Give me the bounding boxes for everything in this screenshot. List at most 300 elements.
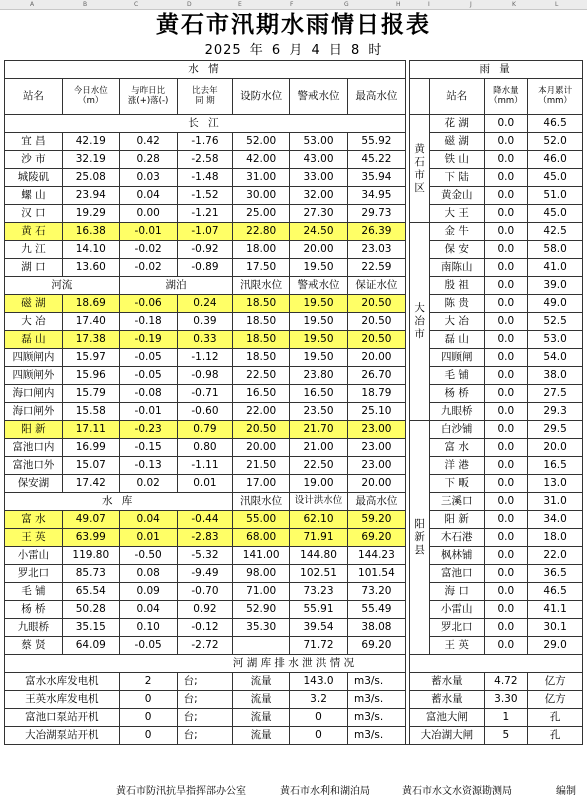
table-row bbox=[5, 457, 583, 475]
max-level: 23.00 bbox=[347, 421, 405, 439]
rain-amount: 0.0 bbox=[484, 331, 528, 349]
table-row bbox=[5, 511, 583, 529]
table-row bbox=[5, 709, 583, 727]
max-level: 73.20 bbox=[347, 583, 405, 601]
max-level: 55.92 bbox=[347, 133, 405, 151]
discharge-unit: 台; bbox=[177, 709, 233, 727]
warning-level: 71.91 bbox=[290, 529, 348, 547]
col-warning: 警戒水位 bbox=[290, 277, 348, 295]
rain-month-total: 38.0 bbox=[528, 367, 583, 385]
discharge-right-value: 3.30 bbox=[484, 691, 528, 709]
rain-amount: 0.0 bbox=[484, 583, 528, 601]
rain-amount: 0.0 bbox=[484, 619, 528, 637]
max-level: 38.08 bbox=[347, 619, 405, 637]
flood-level: 22.00 bbox=[233, 403, 290, 421]
discharge-right-label: 蓄水量 bbox=[410, 673, 484, 691]
rain-month-total: 52.0 bbox=[528, 133, 583, 151]
column-letter: L bbox=[555, 1, 559, 8]
column-letter: H bbox=[396, 1, 401, 8]
rain-amount: 0.0 bbox=[484, 151, 528, 169]
section-river: 河流 bbox=[5, 277, 120, 295]
discharge-right-label: 大冶湖大闸 bbox=[410, 727, 484, 745]
warning-level: 43.00 bbox=[290, 151, 348, 169]
rain-amount: 0.0 bbox=[484, 295, 528, 313]
table-row bbox=[5, 655, 583, 673]
warning-level: 19.50 bbox=[290, 295, 348, 313]
warning-level: 23.80 bbox=[290, 367, 348, 385]
table-row bbox=[5, 115, 583, 133]
flood-level: 17.00 bbox=[233, 475, 290, 493]
station-name: 海口闸外 bbox=[5, 403, 63, 421]
col-flood-limit: 汛限水位 bbox=[233, 277, 290, 295]
col-design-flood: 设计洪水位 bbox=[290, 493, 348, 511]
vs-last-year: -1.52 bbox=[177, 187, 233, 205]
water-col-warn: 警戒水位 bbox=[290, 79, 348, 115]
rain-amount: 0.0 bbox=[484, 493, 528, 511]
rain-month-total: 41.1 bbox=[528, 601, 583, 619]
flood-level: 31.00 bbox=[233, 169, 290, 187]
rain-amount: 0.0 bbox=[484, 511, 528, 529]
vs-last-year: -0.71 bbox=[177, 385, 233, 403]
rain-station: 白沙铺 bbox=[429, 421, 484, 439]
daily-change: -0.05 bbox=[119, 367, 177, 385]
rain-month-total: 29.5 bbox=[528, 421, 583, 439]
max-level: 23.03 bbox=[347, 241, 405, 259]
report-date: 2025 年 6 月 4 日 8 时 bbox=[204, 43, 383, 58]
max-level: 29.73 bbox=[347, 205, 405, 223]
max-level: 20.50 bbox=[347, 313, 405, 331]
rain-station: 木石港 bbox=[429, 529, 484, 547]
max-level: 101.54 bbox=[347, 565, 405, 583]
footer-edit: 编制 bbox=[556, 786, 576, 797]
table-row bbox=[5, 727, 583, 745]
table-row bbox=[5, 367, 583, 385]
rain-amount: 0.0 bbox=[484, 457, 528, 475]
table-row bbox=[5, 601, 583, 619]
today-level: 14.10 bbox=[62, 241, 119, 259]
warning-level: 20.00 bbox=[290, 241, 348, 259]
daily-change: 0.03 bbox=[119, 169, 177, 187]
rain-station: 四顾闸 bbox=[429, 349, 484, 367]
today-level: 15.79 bbox=[62, 385, 119, 403]
column-letter: F bbox=[290, 1, 294, 8]
daily-change: -0.15 bbox=[119, 439, 177, 457]
rain-station: 陈 贵 bbox=[429, 295, 484, 313]
rain-month-total: 45.0 bbox=[528, 205, 583, 223]
table-row bbox=[5, 133, 583, 151]
today-level: 119.80 bbox=[62, 547, 119, 565]
rain-amount: 0.0 bbox=[484, 421, 528, 439]
flood-level: 52.00 bbox=[233, 133, 290, 151]
discharge-count: 2 bbox=[119, 673, 177, 691]
rain-amount: 0.0 bbox=[484, 529, 528, 547]
rain-amount: 0.0 bbox=[484, 223, 528, 241]
flood-level: 55.00 bbox=[233, 511, 290, 529]
rain-amount: 0.0 bbox=[484, 637, 528, 655]
rain-amount: 0.0 bbox=[484, 367, 528, 385]
column-letter: J bbox=[470, 1, 472, 8]
warning-level: 53.00 bbox=[290, 133, 348, 151]
vs-last-year: -0.44 bbox=[177, 511, 233, 529]
table-row bbox=[5, 637, 583, 655]
column-letter: K bbox=[512, 1, 516, 8]
today-level: 15.97 bbox=[62, 349, 119, 367]
daily-change: -0.01 bbox=[119, 403, 177, 421]
col-guarantee: 保证水位 bbox=[347, 277, 405, 295]
table-row bbox=[5, 187, 583, 205]
table-row bbox=[5, 241, 583, 259]
today-level: 16.38 bbox=[62, 223, 119, 241]
rain-station: 南陈山 bbox=[429, 259, 484, 277]
station-name: 罗北口 bbox=[5, 565, 63, 583]
daily-change: -0.50 bbox=[119, 547, 177, 565]
rain-amount: 0.0 bbox=[484, 277, 528, 295]
today-level: 19.29 bbox=[62, 205, 119, 223]
warning-level: 21.70 bbox=[290, 421, 348, 439]
table-row bbox=[5, 493, 583, 511]
vs-last-year: 0.80 bbox=[177, 439, 233, 457]
rain-month-total: 39.0 bbox=[528, 277, 583, 295]
flood-level: 16.50 bbox=[233, 385, 290, 403]
flood-level: 30.00 bbox=[233, 187, 290, 205]
rain-month-total: 51.0 bbox=[528, 187, 583, 205]
discharge-right-unit: 亿方 bbox=[528, 673, 583, 691]
rain-station: 毛 铺 bbox=[429, 367, 484, 385]
vs-last-year: -0.12 bbox=[177, 619, 233, 637]
rain-col-month: 本月累计 （mm） bbox=[528, 79, 583, 115]
table-row bbox=[5, 691, 583, 709]
station-name: 宜 昌 bbox=[5, 133, 63, 151]
max-level: 20.50 bbox=[347, 295, 405, 313]
rain-amount: 0.0 bbox=[484, 439, 528, 457]
rain-month-total: 22.0 bbox=[528, 547, 583, 565]
rain-station: 九眼桥 bbox=[429, 403, 484, 421]
water-col-today: 今日水位 （m） bbox=[62, 79, 119, 115]
station-name: 四顾闸外 bbox=[5, 367, 63, 385]
vs-last-year: 0.39 bbox=[177, 313, 233, 331]
table-row bbox=[5, 277, 583, 295]
discharge-flow-label: 流量 bbox=[233, 709, 290, 727]
warning-level: 19.00 bbox=[290, 475, 348, 493]
discharge-right-label: 富池大闸 bbox=[410, 709, 484, 727]
station-name: 毛 铺 bbox=[5, 583, 63, 601]
warning-level: 33.00 bbox=[290, 169, 348, 187]
rain-amount: 0.0 bbox=[484, 475, 528, 493]
water-col-station: 站名 bbox=[5, 79, 63, 115]
daily-change: -0.02 bbox=[119, 241, 177, 259]
warning-level: 24.50 bbox=[290, 223, 348, 241]
rain-month-total: 46.5 bbox=[528, 115, 583, 133]
rain-month-total: 31.0 bbox=[528, 493, 583, 511]
station-name: 城陵矶 bbox=[5, 169, 63, 187]
rain-amount: 0.0 bbox=[484, 313, 528, 331]
station-name: 杨 桥 bbox=[5, 601, 63, 619]
max-level: 23.00 bbox=[347, 439, 405, 457]
discharge-flow-unit: m3/s. bbox=[347, 673, 409, 691]
table-row bbox=[5, 205, 583, 223]
vs-last-year: 0.92 bbox=[177, 601, 233, 619]
rain-station: 保 安 bbox=[429, 241, 484, 259]
report-title: 黄石市汛期水雨情日报表 bbox=[156, 12, 431, 38]
col-max-level: 最高水位 bbox=[347, 493, 405, 511]
rain-station: 下 陆 bbox=[429, 169, 484, 187]
today-level: 50.28 bbox=[62, 601, 119, 619]
today-level: 17.38 bbox=[62, 331, 119, 349]
station-name: 阳 新 bbox=[5, 421, 63, 439]
rain-station: 海 口 bbox=[429, 583, 484, 601]
max-level: 23.00 bbox=[347, 457, 405, 475]
max-level: 26.70 bbox=[347, 367, 405, 385]
discharge-flow: 143.0 bbox=[290, 673, 348, 691]
vs-last-year: -9.49 bbox=[177, 565, 233, 583]
rain-month-total: 49.0 bbox=[528, 295, 583, 313]
table-row bbox=[5, 349, 583, 367]
warning-level: 39.54 bbox=[290, 619, 348, 637]
flood-level: 141.00 bbox=[233, 547, 290, 565]
rain-month-total: 29.3 bbox=[528, 403, 583, 421]
vs-last-year: 0.79 bbox=[177, 421, 233, 439]
station-name: 螺 山 bbox=[5, 187, 63, 205]
today-level: 32.19 bbox=[62, 151, 119, 169]
rain-col-group bbox=[410, 79, 430, 115]
table-row bbox=[5, 313, 583, 331]
rain-station: 富池口 bbox=[429, 565, 484, 583]
discharge-unit: 台; bbox=[177, 691, 233, 709]
discharge-flow-unit: m3/s. bbox=[347, 727, 409, 745]
rain-amount: 0.0 bbox=[484, 349, 528, 367]
discharge-count: 0 bbox=[119, 709, 177, 727]
station-name: 大 冶 bbox=[5, 313, 63, 331]
daily-change: 0.28 bbox=[119, 151, 177, 169]
station-name: 富 水 bbox=[5, 511, 63, 529]
daily-change: -0.05 bbox=[119, 637, 177, 655]
table-row bbox=[5, 223, 583, 241]
max-level: 144.23 bbox=[347, 547, 405, 565]
rain-month-total: 18.0 bbox=[528, 529, 583, 547]
station-name: 汉 口 bbox=[5, 205, 63, 223]
rain-amount: 0.0 bbox=[484, 565, 528, 583]
column-letter: A bbox=[30, 1, 35, 8]
max-level: 34.95 bbox=[347, 187, 405, 205]
station-name: 王 英 bbox=[5, 529, 63, 547]
warning-level: 55.91 bbox=[290, 601, 348, 619]
rain-station: 小雷山 bbox=[429, 601, 484, 619]
max-level: 20.00 bbox=[347, 349, 405, 367]
flood-level: 17.50 bbox=[233, 259, 290, 277]
flood-level: 18.50 bbox=[233, 331, 290, 349]
warning-level: 19.50 bbox=[290, 259, 348, 277]
station-name: 磁 湖 bbox=[5, 295, 63, 313]
discharge-flow: 0 bbox=[290, 727, 348, 745]
vs-last-year: -0.98 bbox=[177, 367, 233, 385]
today-level: 35.15 bbox=[62, 619, 119, 637]
warning-level: 23.50 bbox=[290, 403, 348, 421]
rain-station: 殷 祖 bbox=[429, 277, 484, 295]
discharge-right-value: 5 bbox=[484, 727, 528, 745]
footer-org-1: 黄石市防汛抗旱指挥部办公室 bbox=[116, 786, 246, 797]
footer-org-3: 黄石市水文水资源勘测局 bbox=[402, 786, 512, 797]
vs-last-year: -0.89 bbox=[177, 259, 233, 277]
flood-level: 18.00 bbox=[233, 241, 290, 259]
today-level: 23.94 bbox=[62, 187, 119, 205]
flood-level: 25.00 bbox=[233, 205, 290, 223]
rain-month-total: 36.5 bbox=[528, 565, 583, 583]
rain-month-total: 34.0 bbox=[528, 511, 583, 529]
vs-last-year: -1.76 bbox=[177, 133, 233, 151]
rain-month-total: 54.0 bbox=[528, 349, 583, 367]
max-level: 59.20 bbox=[347, 511, 405, 529]
daily-change: -0.02 bbox=[119, 259, 177, 277]
table-row bbox=[5, 295, 583, 313]
daily-change: 0.08 bbox=[119, 565, 177, 583]
max-level: 20.50 bbox=[347, 331, 405, 349]
rain-col-station: 站名 bbox=[429, 79, 484, 115]
discharge-flow-label: 流量 bbox=[233, 727, 290, 745]
col-flood-limit: 汛限水位 bbox=[233, 493, 290, 511]
daily-change: -0.23 bbox=[119, 421, 177, 439]
column-letter: D bbox=[187, 1, 192, 8]
discharge-unit: 台; bbox=[177, 727, 233, 745]
vs-last-year: -2.72 bbox=[177, 637, 233, 655]
rain-station: 铁 山 bbox=[429, 151, 484, 169]
today-level: 15.96 bbox=[62, 367, 119, 385]
discharge-right-label: 蓄水量 bbox=[410, 691, 484, 709]
warning-level: 32.00 bbox=[290, 187, 348, 205]
today-level: 49.07 bbox=[62, 511, 119, 529]
daily-change: -0.13 bbox=[119, 457, 177, 475]
max-level: 20.00 bbox=[347, 475, 405, 493]
vs-last-year: 0.33 bbox=[177, 331, 233, 349]
rain-amount: 0.0 bbox=[484, 601, 528, 619]
section-lake: 湖泊 bbox=[119, 277, 233, 295]
rain-station: 磊 山 bbox=[429, 331, 484, 349]
discharge-item: 王英水库发电机 bbox=[5, 691, 120, 709]
flood-level: 21.50 bbox=[233, 457, 290, 475]
water-col-flood: 设防水位 bbox=[233, 79, 290, 115]
today-level: 17.42 bbox=[62, 475, 119, 493]
flood-level: 20.50 bbox=[233, 421, 290, 439]
station-name: 富池口内 bbox=[5, 439, 63, 457]
footer-org-2: 黄石市水利和湖泊局 bbox=[280, 786, 370, 797]
max-level: 35.94 bbox=[347, 169, 405, 187]
rain-month-total: 29.0 bbox=[528, 637, 583, 655]
today-level: 25.08 bbox=[62, 169, 119, 187]
discharge-flow-unit: m3/s. bbox=[347, 691, 409, 709]
discharge-right-value: 4.72 bbox=[484, 673, 528, 691]
flood-level bbox=[233, 637, 290, 655]
daily-change: 0.04 bbox=[119, 187, 177, 205]
flood-level: 22.50 bbox=[233, 367, 290, 385]
today-level: 17.40 bbox=[62, 313, 119, 331]
daily-change: -0.01 bbox=[119, 223, 177, 241]
discharge-right-unit: 孔 bbox=[528, 727, 583, 745]
rain-month-total: 46.0 bbox=[528, 151, 583, 169]
rain-month-total: 20.0 bbox=[528, 439, 583, 457]
station-name: 九 江 bbox=[5, 241, 63, 259]
flood-level: 42.00 bbox=[233, 151, 290, 169]
rain-amount: 0.0 bbox=[484, 403, 528, 421]
discharge-flow: 3.2 bbox=[290, 691, 348, 709]
table-row bbox=[5, 61, 583, 79]
station-name: 海口闸内 bbox=[5, 385, 63, 403]
vs-last-year: -1.11 bbox=[177, 457, 233, 475]
daily-change: 0.42 bbox=[119, 133, 177, 151]
report-table bbox=[4, 60, 583, 745]
discharge-item: 大冶湖泵站开机 bbox=[5, 727, 120, 745]
daily-change: 0.09 bbox=[119, 583, 177, 601]
discharge-flow: 0 bbox=[290, 709, 348, 727]
station-name: 湖 口 bbox=[5, 259, 63, 277]
section-changjiang: 长 江 bbox=[5, 115, 406, 133]
daily-change: -0.06 bbox=[119, 295, 177, 313]
discharge-item: 富水水库发电机 bbox=[5, 673, 120, 691]
rain-section-header: 雨 量 bbox=[410, 61, 583, 79]
discharge-item: 富池口泵站开机 bbox=[5, 709, 120, 727]
vs-last-year: -0.70 bbox=[177, 583, 233, 601]
table-row bbox=[5, 151, 583, 169]
flood-level: 18.50 bbox=[233, 313, 290, 331]
table-row bbox=[5, 259, 583, 277]
warning-level: 21.00 bbox=[290, 439, 348, 457]
warning-level: 71.72 bbox=[290, 637, 348, 655]
section-reservoir: 水 库 bbox=[5, 493, 233, 511]
rain-month-total: 30.1 bbox=[528, 619, 583, 637]
water-section-header: 水 情 bbox=[5, 61, 406, 79]
today-level: 42.19 bbox=[62, 133, 119, 151]
column-letter: I bbox=[428, 1, 430, 8]
rain-group-label: 黄 石 市 区 bbox=[410, 115, 430, 223]
rain-group-label: 阳 新 县 bbox=[410, 421, 430, 655]
discharge-flow-label: 流量 bbox=[233, 673, 290, 691]
discharge-unit: 台; bbox=[177, 673, 233, 691]
rain-month-total: 53.0 bbox=[528, 331, 583, 349]
vs-last-year: -2.58 bbox=[177, 151, 233, 169]
daily-change: -0.08 bbox=[119, 385, 177, 403]
table-row bbox=[5, 619, 583, 637]
rain-amount: 0.0 bbox=[484, 205, 528, 223]
rain-month-total: 58.0 bbox=[528, 241, 583, 259]
max-level: 69.20 bbox=[347, 637, 405, 655]
flood-level: 22.80 bbox=[233, 223, 290, 241]
warning-level: 62.10 bbox=[290, 511, 348, 529]
rain-month-total: 27.5 bbox=[528, 385, 583, 403]
rain-amount: 0.0 bbox=[484, 241, 528, 259]
warning-level: 19.50 bbox=[290, 349, 348, 367]
vs-last-year: 0.24 bbox=[177, 295, 233, 313]
discharge-title: 河 湖 库 排 水 泄 洪 情 况 bbox=[5, 655, 583, 673]
rain-station: 阳 新 bbox=[429, 511, 484, 529]
discharge-right-unit: 孔 bbox=[528, 709, 583, 727]
rain-month-total: 16.5 bbox=[528, 457, 583, 475]
max-level: 25.10 bbox=[347, 403, 405, 421]
rain-station: 花 湖 bbox=[429, 115, 484, 133]
vs-last-year: -1.48 bbox=[177, 169, 233, 187]
rain-station: 黄金山 bbox=[429, 187, 484, 205]
today-level: 13.60 bbox=[62, 259, 119, 277]
discharge-right-unit: 亿方 bbox=[528, 691, 583, 709]
today-level: 16.99 bbox=[62, 439, 119, 457]
flood-level: 98.00 bbox=[233, 565, 290, 583]
rain-station: 大 王 bbox=[429, 205, 484, 223]
station-name: 保安湖 bbox=[5, 475, 63, 493]
discharge-count: 0 bbox=[119, 727, 177, 745]
rain-amount: 0.0 bbox=[484, 259, 528, 277]
daily-change: 0.04 bbox=[119, 601, 177, 619]
rain-month-total: 41.0 bbox=[528, 259, 583, 277]
daily-change: 0.10 bbox=[119, 619, 177, 637]
today-level: 85.73 bbox=[62, 565, 119, 583]
rain-month-total: 13.0 bbox=[528, 475, 583, 493]
